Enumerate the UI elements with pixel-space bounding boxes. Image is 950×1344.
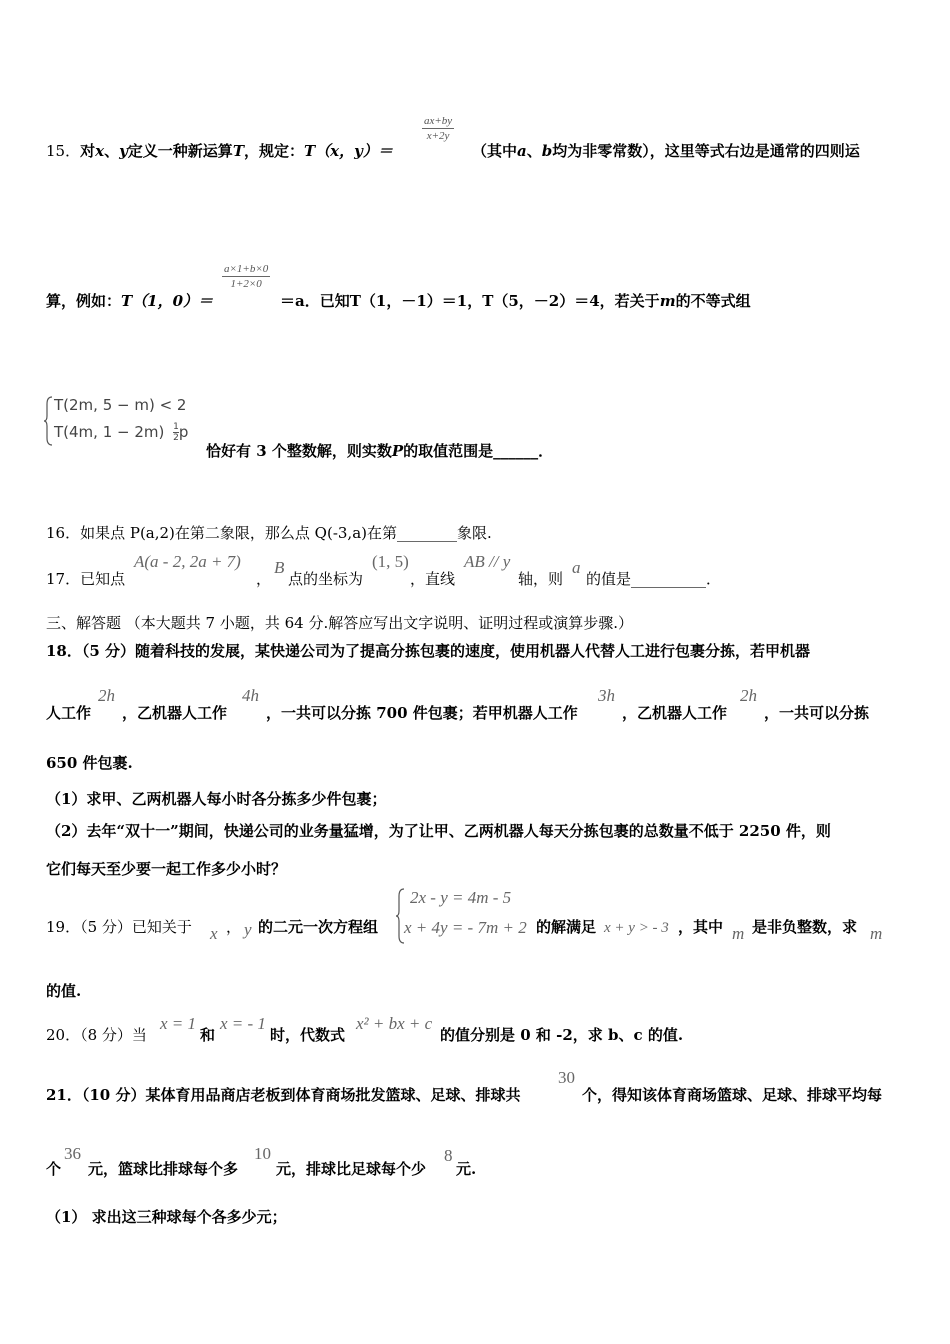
q15-number: 15． xyxy=(46,142,81,160)
q17-point-b: B xyxy=(274,558,285,577)
q15-line2-start: 算，例如：T（1，0）＝ xyxy=(46,292,214,310)
q21-sub1: （1） 求出这三种球每个各多少元； xyxy=(46,1208,287,1226)
section-3-header: 三、解答题 （本大题共 7 小题，共 64 分.解答应写出文字说明、证明过程或演算步骤.） xyxy=(46,614,634,632)
sys-row2: T(4m, 1 − 2m) $\frac{1}{2}$ p xyxy=(54,422,189,443)
q18-sub2: （2）去年“双十一”期间，快递公司的业务量猛增，为了让甲、乙两机器人每天分拣包裹的总数量不低于 2250 件，则 xyxy=(46,822,831,840)
q17-b-coord: (1, 5) xyxy=(372,552,409,571)
q15-line1: 15．对x、y定义一种新运算T，规定：T（x，y）＝ xyxy=(46,142,393,160)
q18-sub1: （1）求甲、乙两机器人每小时各分拣多少件包裹； xyxy=(46,790,387,808)
q15-line2-tail: ＝a．已知T（1，－1）＝1，T（5，－2）＝4，若关于m的不等式组 xyxy=(280,292,751,310)
q17-point-a: A(a - 2, 2a + 7) xyxy=(134,552,241,571)
q15-line1-tail: （其中a、b均为非零常数），这里等式右边是通常的四则运 xyxy=(472,142,860,160)
q15-definition-fraction: $\frac{ax+by}{x+2y}$ xyxy=(424,115,453,142)
q17-lead: 17．已知点 xyxy=(46,570,126,588)
q15-example-fraction: $\frac{a\times 1+b\times 0}{1+2\times 0}$ xyxy=(224,263,269,290)
q21-lead: 21．（10 分）某体育用品商店老板到体育商场批发篮球、足球、排球共 xyxy=(46,1086,521,1104)
left-brace-icon xyxy=(44,396,54,446)
q20-lead: 20．（8 分）当 xyxy=(46,1026,147,1044)
q19-lead: 19．（5 分）已知关于 xyxy=(46,918,192,936)
q18-line3: 650 件包裹. xyxy=(46,754,133,772)
q18-line1: 18．（5 分）随着科技的发展，某快递公司为了提高分拣包裹的速度，使用机器人代替人工进行包裹分拣，若甲机器 xyxy=(46,642,811,660)
q15-line3: 恰好有 3 个整数解，则实数P的取值范围是______． xyxy=(206,442,554,460)
q16: 16．如果点 P(a,2)在第二象限，那么点 Q(-3,a)在第________象限. xyxy=(46,524,492,542)
q18-sub2b: 它们每天至少要一起工作多少小时？ xyxy=(46,860,287,878)
q19-line2: 的值. xyxy=(46,982,82,1000)
q17-line-ab: AB // y xyxy=(464,552,511,571)
